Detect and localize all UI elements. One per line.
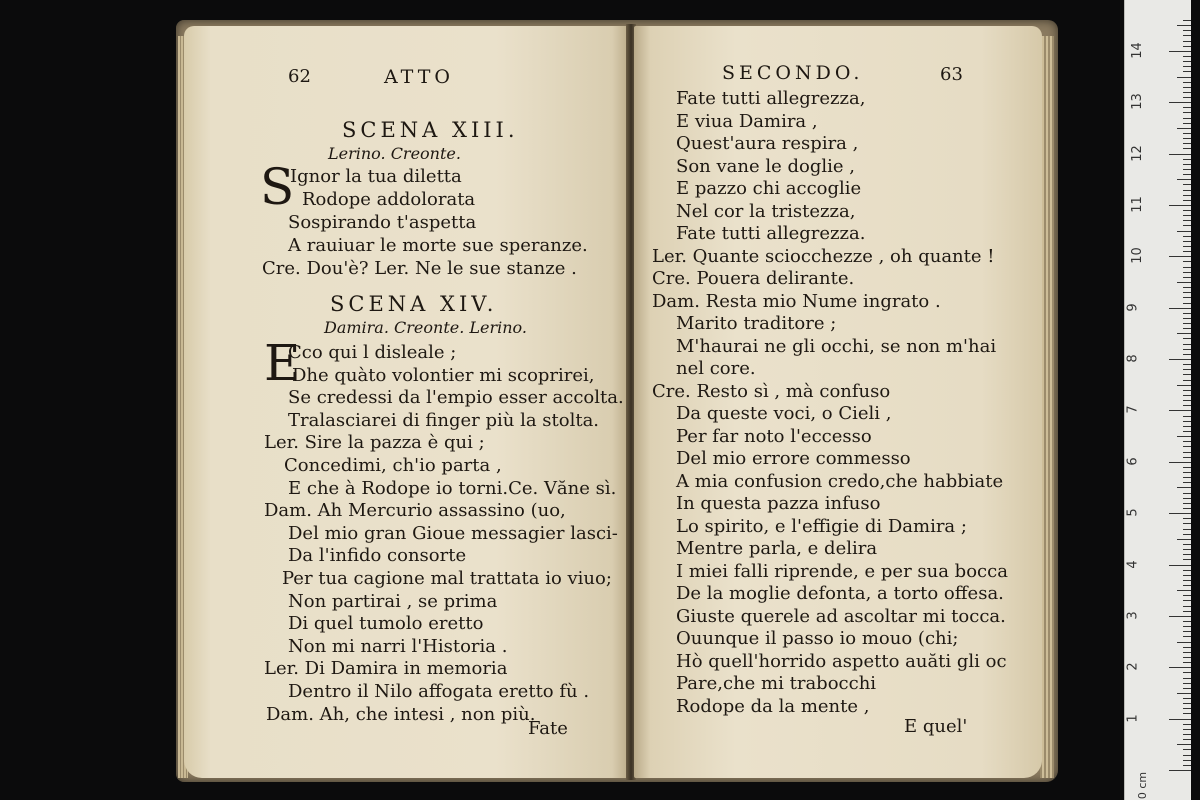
verse-line: Ler. Sire la pazza è qui ; — [264, 432, 485, 454]
ruler-tick — [1183, 200, 1191, 201]
verse-line: E viua Damira , — [676, 110, 818, 132]
verse-line: Dentro il Nilo affogata eretto fù . — [288, 681, 590, 702]
ruler-tick — [1183, 416, 1191, 417]
ruler-tick — [1183, 112, 1191, 113]
ruler-tick — [1183, 529, 1191, 530]
verse-line: Hò quell'horrido aspetto auăti gli oc — [676, 650, 1007, 672]
ruler-number: 3 — [1125, 611, 1141, 620]
ruler-tick — [1183, 374, 1191, 375]
verse-line: Per far noto l'eccesso — [676, 425, 872, 447]
ruler-tick — [1177, 744, 1191, 745]
ruler-tick — [1169, 565, 1191, 566]
ruler-tick — [1183, 724, 1191, 725]
ruler-tick — [1169, 154, 1191, 155]
running-header-right: SECONDO. — [722, 62, 864, 84]
ruler-tick — [1183, 636, 1191, 637]
verse-line: Cre. Pouera delirante. — [652, 268, 855, 289]
ruler-tick — [1169, 719, 1191, 720]
ruler-tick — [1177, 282, 1191, 283]
verse-line: Lo spirito, e l'effigie di Damira ; — [676, 515, 967, 537]
verse-line: Da l'infido consorte — [288, 545, 467, 567]
ruler-number: 9 — [1125, 303, 1141, 312]
ruler-tick — [1183, 210, 1191, 211]
catchword-right: E quel' — [904, 716, 968, 737]
ruler-tick — [1177, 77, 1191, 78]
ruler-tick — [1177, 333, 1191, 334]
ruler-tick — [1183, 395, 1191, 396]
scene-persons-xiii: Lerino. Creonte. — [328, 144, 461, 163]
ruler-tick — [1183, 184, 1191, 185]
ruler-tick — [1183, 369, 1191, 370]
ruler-tick — [1183, 56, 1191, 57]
ruler-tick — [1183, 765, 1191, 766]
ruler-tick — [1183, 647, 1191, 648]
ruler-number: 8 — [1125, 354, 1141, 363]
ruler-number: 10 — [1129, 247, 1145, 265]
ruler-tick — [1183, 426, 1191, 427]
ruler-tick — [1183, 544, 1191, 545]
ruler-tick — [1183, 575, 1191, 576]
ruler-tick — [1183, 441, 1191, 442]
ruler-tick — [1183, 580, 1191, 581]
ruler-tick — [1183, 169, 1191, 170]
ruler-tick — [1183, 246, 1191, 247]
ruler-tick — [1183, 380, 1191, 381]
ruler-tick — [1177, 693, 1191, 694]
ruler-number: 4 — [1125, 559, 1141, 569]
ruler-tick — [1183, 71, 1191, 72]
ruler-tick — [1183, 467, 1191, 468]
verse-line: M'haurai ne gli occhi, se non m'hai — [676, 335, 997, 357]
ruler-tick — [1169, 616, 1191, 617]
ruler-tick — [1177, 436, 1191, 437]
ruler-tick — [1183, 159, 1191, 160]
verse-line: I miei falli riprende, e per sua bocca — [676, 560, 1008, 582]
ruler-tick — [1169, 205, 1191, 206]
ruler-tick — [1183, 713, 1191, 714]
scene-persons-xiv: Damira. Creonte. Lerino. — [324, 318, 527, 337]
ruler-tick — [1183, 606, 1191, 607]
ruler-number: 13 — [1129, 93, 1145, 110]
ruler-tick — [1183, 107, 1191, 108]
ruler-number: 6 — [1125, 457, 1141, 466]
ruler-tick — [1169, 667, 1191, 668]
ruler-tick — [1169, 513, 1191, 514]
ruler-tick — [1183, 251, 1191, 252]
ruler-tick — [1183, 267, 1191, 268]
verse-line: Fate tutti allegrezza, — [676, 88, 866, 109]
verse-line: Ler. Quante sciocchezze , oh quante ! — [652, 245, 995, 267]
verse-line: Nel cor la tristezza, — [676, 200, 856, 222]
ruler-tick — [1183, 287, 1191, 288]
ruler-tick — [1183, 503, 1191, 504]
running-header-left: ATTO — [384, 66, 454, 88]
ruler-tick — [1183, 303, 1191, 304]
ruler-tick — [1183, 534, 1191, 535]
ruler-tick — [1183, 600, 1191, 601]
ruler-tick — [1183, 236, 1191, 237]
ruler-tick — [1183, 739, 1191, 740]
ruler-number: 11 — [1129, 196, 1145, 213]
ruler-number: 2 — [1125, 662, 1141, 671]
ruler-tick — [1183, 431, 1191, 432]
ruler-tick — [1183, 118, 1191, 119]
ruler-tick — [1183, 446, 1191, 447]
verse-line: Non mi narri l'Historia . — [288, 635, 508, 657]
verse-line: Se credessi da l'empio esser accolta. — [288, 387, 624, 409]
ruler-tick — [1177, 590, 1191, 591]
ruler-tick — [1183, 313, 1191, 314]
verse-line: Son vane le doglie , — [676, 155, 855, 177]
verse-line: Giuste querele ad ascoltar mi tocca. — [676, 605, 1006, 627]
ruler-tick — [1183, 554, 1191, 555]
ruler-number: 12 — [1129, 144, 1145, 162]
verse-line: Del mio gran Gioue messagier lasci- — [288, 522, 618, 544]
ruler-tick — [1183, 477, 1191, 478]
verse-line: Dam. Ah Mercurio assassino (uo, — [264, 500, 566, 522]
verse-line: Non partirai , se prima — [288, 590, 498, 612]
ruler-tick — [1183, 595, 1191, 596]
verse-line: Da queste voci, o Cieli , — [676, 403, 892, 424]
ruler-tick — [1177, 539, 1191, 540]
page-number-left: 62 — [288, 66, 311, 87]
ruler-tick — [1183, 626, 1191, 627]
ruler-tick — [1183, 678, 1191, 679]
ruler-tick — [1183, 344, 1191, 345]
ruler-tick — [1183, 585, 1191, 586]
verse-line: Dam. Resta mio Nume ingrato . — [652, 290, 941, 312]
ruler-tick — [1183, 662, 1191, 663]
ruler-tick — [1177, 25, 1191, 26]
ruler-tick — [1183, 349, 1191, 350]
ruler-tick — [1183, 66, 1191, 67]
verse-line: Ouunque il passo io mouo (chi; — [676, 628, 959, 649]
ruler-tick — [1183, 318, 1191, 319]
ruler-tick — [1183, 30, 1191, 31]
ruler-tick — [1183, 323, 1191, 324]
ruler-tick — [1169, 102, 1191, 103]
verse-line: De la moglie defonta, a torto offesa. — [676, 583, 1004, 604]
ruler-tick — [1183, 272, 1191, 273]
ruler-tick — [1183, 364, 1191, 365]
ruler-tick — [1183, 174, 1191, 175]
ruler-number: 1 — [1125, 713, 1141, 723]
verse-line: Sospirando t'aspetta — [288, 212, 477, 233]
ruler-tick — [1183, 220, 1191, 221]
ruler-tick — [1183, 338, 1191, 339]
verse-line: Cre. Dou'è? Ler. Ne le sue stanze . — [262, 258, 577, 279]
ruler-tick — [1183, 215, 1191, 216]
ruler-tick — [1169, 359, 1191, 360]
ruler-tick — [1183, 41, 1191, 42]
ruler-tick — [1183, 405, 1191, 406]
ruler-tick — [1183, 390, 1191, 391]
ruler-tick — [1183, 241, 1191, 242]
ruler-tick — [1183, 82, 1191, 83]
ruler-tick — [1183, 611, 1191, 612]
drop-cap-e: E — [264, 334, 301, 392]
ruler-tick — [1183, 164, 1191, 165]
ruler-tick — [1183, 421, 1191, 422]
ruler-tick — [1169, 770, 1191, 771]
ruler-tick — [1183, 457, 1191, 458]
verse-line: Di quel tumolo eretto — [288, 613, 484, 635]
scene-title-xiv: SCENA XIV. — [330, 292, 498, 316]
ruler-tick — [1177, 179, 1191, 180]
ruler-number: 5 — [1125, 508, 1141, 517]
ruler-tick — [1183, 61, 1191, 62]
verse-line: Rodope addolorata — [302, 189, 476, 210]
verse-line: A mia confusion credo,che habbiate — [676, 470, 1004, 492]
ruler-tick — [1183, 190, 1191, 191]
ruler-tick — [1183, 46, 1191, 47]
ruler-tick — [1183, 138, 1191, 139]
ruler-tick — [1183, 734, 1191, 735]
ruler-number: 7 — [1125, 405, 1141, 415]
ruler-tick — [1183, 482, 1191, 483]
ruler-tick — [1183, 123, 1191, 124]
ruler-tick — [1183, 297, 1191, 298]
ruler-tick — [1183, 133, 1191, 134]
ruler-tick — [1183, 195, 1191, 196]
ruler-tick — [1183, 652, 1191, 653]
ruler-tick — [1183, 570, 1191, 571]
verse-line: In questa pazza infuso — [676, 493, 881, 514]
verse-line: Marito traditore ; — [676, 313, 837, 334]
right-page — [634, 26, 1042, 778]
ruler-tick — [1183, 729, 1191, 730]
verse-line: Dam. Ah, che intesi , non più. — [266, 703, 536, 725]
verse-line: nel core. — [676, 358, 756, 379]
ruler-tick — [1169, 51, 1191, 52]
ruler-tick — [1177, 385, 1191, 386]
verse-line: Ignor la tua diletta — [290, 166, 462, 187]
verse-line: Per tua cagione mal trattata io viuo; — [282, 568, 612, 589]
ruler-unit-label: 0 cm — [1136, 771, 1150, 800]
page-number-right: 63 — [940, 64, 963, 85]
ruler-tick — [1183, 493, 1191, 494]
ruler-tick — [1177, 642, 1191, 643]
ruler-tick — [1183, 631, 1191, 632]
right-page-edges — [1040, 36, 1054, 778]
verse-line: Pare,che mi trabocchi — [676, 673, 877, 694]
verse-line: Fate tutti allegrezza. — [676, 223, 866, 244]
ruler-tick — [1183, 277, 1191, 278]
ruler-tick — [1183, 559, 1191, 560]
left-page — [184, 26, 630, 778]
ruler-tick — [1183, 35, 1191, 36]
verse-line: E che à Rodope io torni.Ce. Văne sì. — [288, 477, 617, 499]
ruler-tick — [1183, 292, 1191, 293]
scene-title-xiii: SCENA XIII. — [342, 118, 519, 142]
ruler-tick — [1183, 328, 1191, 329]
ruler-number: 14 — [1129, 42, 1145, 59]
ruler-tick — [1183, 261, 1191, 262]
ruler-tick — [1183, 683, 1191, 684]
ruler-tick — [1183, 749, 1191, 750]
ruler-tick — [1183, 760, 1191, 761]
ruler-tick — [1177, 231, 1191, 232]
verse-line: Cco qui l disleale ; — [288, 342, 457, 363]
ruler-tick — [1169, 308, 1191, 309]
drop-cap-s: S — [260, 158, 295, 216]
ruler-tick — [1177, 128, 1191, 129]
ruler-tick — [1183, 755, 1191, 756]
ruler-tick — [1183, 688, 1191, 689]
verse-line: E pazzo chi accoglie — [676, 178, 862, 199]
ruler-tick — [1183, 472, 1191, 473]
ruler-tick — [1183, 20, 1191, 21]
ruler-tick — [1183, 97, 1191, 98]
verse-line: Ler. Di Damira in memoria — [264, 658, 508, 680]
verse-line: Dhe quàto volontier mi scoprirei, — [292, 364, 595, 386]
ruler-tick — [1183, 523, 1191, 524]
ruler-tick — [1183, 703, 1191, 704]
ruler-tick — [1177, 487, 1191, 488]
verse-line: Mentre parla, e delira — [676, 538, 878, 559]
verse-line: A rauiuar le morte sue speranze. — [288, 235, 588, 256]
ruler-tick — [1183, 708, 1191, 709]
ruler-tick — [1183, 354, 1191, 355]
verse-line: Concedimi, ch'io parta , — [284, 455, 502, 476]
ruler-tick — [1183, 621, 1191, 622]
ruler-tick — [1183, 452, 1191, 453]
catchword-left: Fate — [528, 718, 568, 739]
ruler-tick — [1183, 508, 1191, 509]
ruler-tick — [1183, 225, 1191, 226]
verse-line: Del mio errore commesso — [676, 448, 911, 469]
ruler-tick — [1183, 400, 1191, 401]
measuring-ruler — [1124, 0, 1191, 800]
ruler-tick — [1169, 256, 1191, 257]
verse-line: Rodope da la mente , — [676, 695, 870, 717]
verse-line: Quest'aura respira , — [676, 133, 859, 154]
ruler-tick — [1183, 518, 1191, 519]
ruler-tick — [1169, 462, 1191, 463]
ruler-tick — [1183, 143, 1191, 144]
ruler-tick — [1183, 672, 1191, 673]
ruler-tick — [1183, 92, 1191, 93]
verse-line: Cre. Resto sì , mà confuso — [652, 380, 891, 402]
ruler-tick — [1183, 87, 1191, 88]
verse-line: Tralasciarei di finger più la stolta. — [288, 409, 600, 431]
ruler-tick — [1183, 498, 1191, 499]
ruler-tick — [1183, 549, 1191, 550]
ruler-tick — [1183, 657, 1191, 658]
ruler-tick — [1183, 698, 1191, 699]
ruler-tick — [1169, 410, 1191, 411]
ruler-tick — [1183, 148, 1191, 149]
